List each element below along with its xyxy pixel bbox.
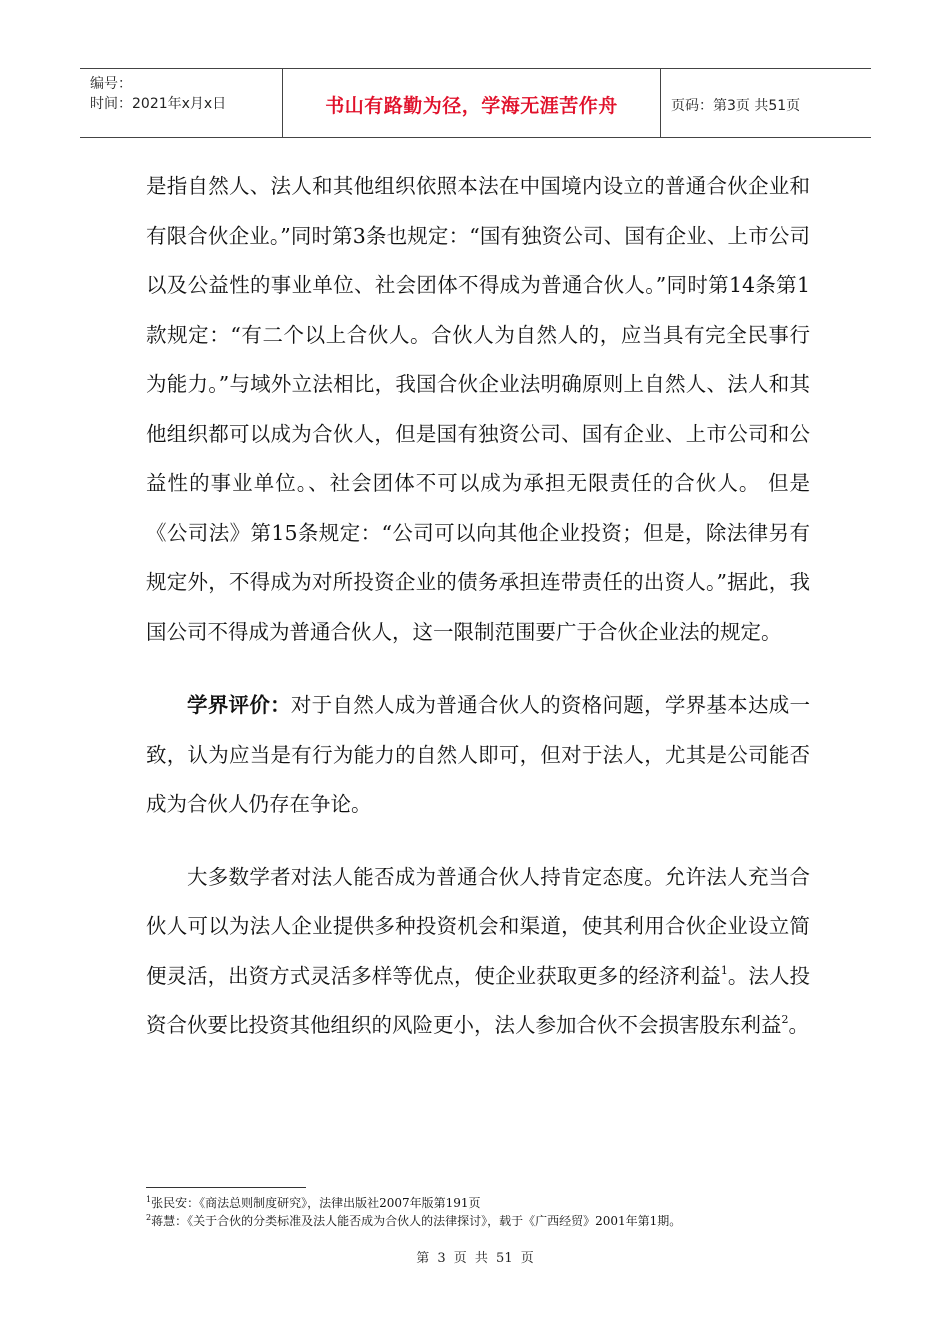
header-time-label: 时间：2021年x月x日: [90, 96, 227, 112]
paragraph-text: 对于自然人成为普通合伙人的资格问题，学界基本达成一致，认为应当是有行为能力的自然人即可，但对于法人，尤其是公司能否成为合伙人仍存在争论。: [146, 693, 811, 816]
paragraph-majority-view: [146, 853, 810, 1051]
page-number-footer: 第 3 页 共 51 页: [416, 1251, 534, 1266]
header-number-label: 编号：: [90, 76, 132, 92]
footnote-mark: 2: [146, 1213, 152, 1222]
paragraph-lead: 学界评价：: [187, 693, 291, 717]
footnote-item: [146, 1194, 866, 1212]
footnote-text: 蒋慧：《关于合伙的分类标准及法人能否成为合伙人的法律探讨》，载于《广西经贸》2001年第1期。: [151, 1214, 682, 1228]
paragraph-text: 大多数学者对法人能否成为普通合伙人持肯定态度。允许法人充当合伙人可以为法人企业提供多种投资机会和渠道，使其利用合伙企业设立简便灵活，出资方式灵活多样等优点，使企业获取更多的经济利益: [146, 864, 810, 988]
paragraph-statute: [146, 162, 810, 657]
footnote-item: [146, 1212, 866, 1230]
header-page-info: 页码：第3页 共51页: [671, 98, 801, 114]
footnote-ref[interactable]: 2: [781, 1013, 789, 1026]
footnote-mark: 1: [146, 1195, 152, 1204]
page-header: [80, 68, 871, 138]
paragraph-text: 。法人投资合伙要比投资其他组织的风险更小，法人参加合伙不会损害股东利益: [146, 963, 810, 1037]
header-middle-cell: [283, 69, 661, 137]
header-left-cell: [80, 69, 283, 137]
paragraph-text: 。: [788, 1013, 809, 1037]
paragraph-academic-review: [146, 681, 810, 830]
header-right-cell: [661, 69, 871, 137]
footnote-text: 张民安：《商法总则制度研究》，法律出版社2007年版第191页: [151, 1196, 481, 1210]
footnotes: [146, 1194, 866, 1230]
paragraph-text: 是指自然人、法人和其他组织依照本法在中国境内设立的普通合伙企业和有限合伙企业。”同时第3条也规定：“国有独资公司、国有企业、上市公司以及公益性的事业单位、社会团体不得成为普通合伙人。”同时第14条第1款规定：“有二个以上合伙人。合伙人为自然人的，应当具有完全民事行为能力。”与域外立法相比，我国合伙企业法明确原则上自然人、法人和其他组织都可以成为合伙人，但是国有独资公司、国有企业、上市公司和公益性的事业单位。、社会团体不可以成为承担无限责任的合伙人。 但是《公司法》第15条规定：“公司可以向其他企业投资；但是，除法律另有规定外，不得成为对所投资企业的债务承担连带责任的出资人。”据此，我国公司不得成为普通合伙人，这一限制范围要广于合伙企业法的规定。: [146, 174, 810, 644]
footnote-ref[interactable]: 1: [720, 963, 728, 977]
footnote-divider: [146, 1187, 306, 1188]
document-body: [146, 162, 810, 1051]
header-motto: 书山有路勤为径，学海无涯苦作舟: [325, 95, 618, 117]
